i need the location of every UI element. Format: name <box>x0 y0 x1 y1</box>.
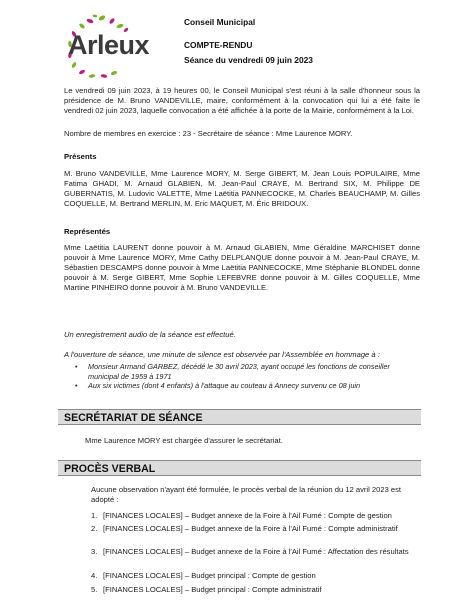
proces-verbal-intro: Aucune observation n'ayant été formulée, le procès verbal de la réunion du 12 avril 2023 est adopté : <box>91 485 402 504</box>
members-line: Nombre de membres en exercice : 23 - Secrétaire de séance : Mme Laurence MORY. <box>64 129 353 138</box>
item-number: 5. <box>91 585 98 594</box>
logo-wordmark: Arleux <box>68 30 150 60</box>
item-text: [FINANCES LOCALES] – Budget annexe de la Foire à l'Ail Fumé : Compte de gestion <box>103 511 392 520</box>
bullet-icon: • <box>75 362 78 371</box>
item-text: [FINANCES LOCALES] – Budget annexe de la Foire à l'Ail Fumé : Affectation des résultats <box>103 547 409 556</box>
session-date: Séance du vendredi 09 juin 2023 <box>184 55 313 65</box>
representes-label: Représentés <box>64 227 111 236</box>
section-header-secretariat <box>58 409 421 425</box>
intro-paragraph: Le vendredi 09 juin 2023, à 19 heures 00, le Conseil Municipal s'est réuni à la salle d'honneur sous la présidence de M. Bruno VANDEVILLE, maire, conformément à la convocation qui lui a été faite le vendredi 02 juin 2023, laquelle convocation a été affichée à la porte de la Mairie, conformément à la Loi. <box>64 86 420 116</box>
silence-item-text: Monsieur Armand GARBEZ, décédé le 30 avril 2023, ayant occupé les fonctions de conseiller municipal de 1959 à 1971 <box>88 362 390 381</box>
silence-item-text: Aux six victimes (dont 4 enfants) à l'attaque au couteau à Annecy survenu ce 08 juin <box>88 381 361 391</box>
presents-list: M. Bruno VANDEVILLE, Mme Laurence MORY, M. Serge GIBERT, M. Jean Louis POPULAIRE, Mme Fatima GHADI, M. Arnaud GLABIEN, M. Jean-Paul CRAYE, M. Bertrand SIX, M. Philippe DE GUBERNATIS, M. Ludovic VALETTE, Mme Laëtitia PANNECOCKE, M. Charles BEAUCHAMP, M. Gilles COQUELLE, M. Bertrand MERLIN, M. Eric MAQUET, M. Éric BRIDOUX. <box>64 169 420 209</box>
item-number: 3. <box>91 547 98 556</box>
section-title: PROCÈS VERBAL <box>64 463 156 475</box>
audio-note: Un enregistrement audio de la séance est effectué. <box>64 330 236 339</box>
section-title: SECRÉTARIAT DE SÉANCE <box>64 412 203 424</box>
silence-intro: A l'ouverture de séance, une minute de silence est observée par l'Assemblée en hommage à : <box>64 350 380 359</box>
representes-list: Mme Laëtitia LAURENT donne pouvoir à M. Arnaud GLABIEN, Mme Géraldine MARCHISET donne pouvoir à Mme Laurence MORY, Mme Cathy DELPLANQUE donne pouvoir à M. Jean-Paul CRAYE, M. Sébastien DESCAMPS donne pouvoir à Mme Laëtitia PANNECOCKE, Mme Stéphanie BLONDEL donne pouvoir à M. Serge GIBERT, Mme Sophie LEFEBVRE donne pouvoir à M. Gilles COQUELLE, Mme Martine PINHEIRO donne pouvoir à M. Bruno VANDEVILLE. <box>64 243 420 293</box>
item-number: 2. <box>91 524 98 533</box>
header-organization: Conseil Municipal <box>184 17 256 27</box>
item-text: [FINANCES LOCALES] – Budget principal : Compte de gestion <box>103 571 316 580</box>
list-item <box>64 362 420 381</box>
item-text: [FINANCES LOCALES] – Budget annexe de la Foire à l'Ail Fumé : Compte administratif <box>103 524 398 533</box>
list-item <box>91 547 421 557</box>
list-item <box>91 511 421 521</box>
document-type: COMPTE-RENDU <box>184 40 253 50</box>
secretariat-text: Mme Laurence MORY est chargée d'assurer le secrétariat. <box>85 436 283 445</box>
item-number: 4. <box>91 571 98 580</box>
list-item <box>91 524 421 534</box>
section-header-proces-verbal <box>58 460 421 476</box>
list-item <box>91 585 421 595</box>
item-text: [FINANCES LOCALES] – Budget principal : Compte administratif <box>103 585 322 594</box>
item-number: 1. <box>91 511 98 520</box>
silence-list <box>64 362 420 391</box>
list-item <box>64 381 420 391</box>
presents-label: Présents <box>64 152 97 161</box>
bullet-icon: • <box>75 381 78 391</box>
list-item <box>91 571 421 581</box>
